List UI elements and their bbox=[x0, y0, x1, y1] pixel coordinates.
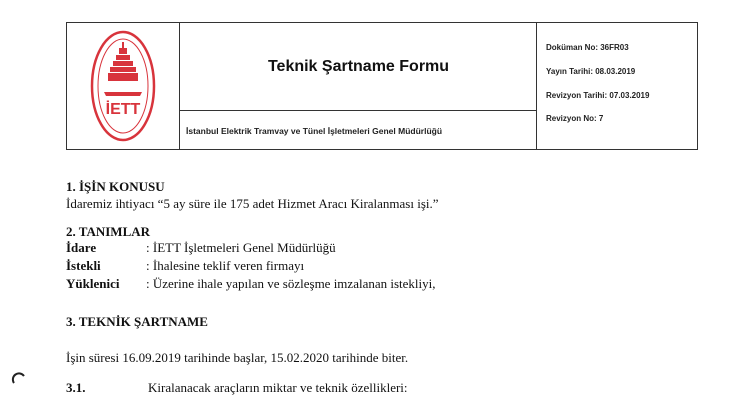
section3-heading: 3. TEKNİK ŞARTNAME bbox=[66, 314, 208, 329]
subsection-text: Kiralanacak araçların miktar ve teknik özellikleri: bbox=[148, 380, 408, 395]
iett-logo bbox=[90, 30, 156, 142]
definition-term: İstekli bbox=[66, 258, 101, 273]
revision-date: Revizyon Tarihi: 07.03.2019 bbox=[546, 91, 650, 100]
definition-row bbox=[66, 258, 304, 274]
definition-desc: : İETT İşletmeleri Genel Müdürlüğü bbox=[146, 240, 336, 255]
header-divider-right bbox=[536, 23, 537, 149]
definition-term: Yüklenici bbox=[66, 276, 120, 291]
definition-row bbox=[66, 276, 436, 292]
definition-row bbox=[66, 240, 336, 256]
definition-desc: : Üzerine ihale yapılan ve sözleşme imzalanan istekliyi, bbox=[146, 276, 436, 291]
section1-text: İdaremiz ihtiyacı “5 ay süre ile 175 adet Hizmet Aracı Kiralanması işi.” bbox=[66, 196, 439, 211]
form-title: Teknik Şartname Formu bbox=[267, 58, 450, 75]
definition-term: İdare bbox=[66, 240, 97, 255]
revision-number: Revizyon No: 7 bbox=[546, 114, 604, 123]
section3-text: İşin süresi 16.09.2019 tarihinde başlar, 15.02.2020 tarihinde biter. bbox=[66, 350, 409, 365]
organization-name: İstanbul Elektrik Tramvay ve Tünel İşletmeleri Genel Müdürlüğü bbox=[186, 126, 443, 136]
document-number: Doküman No: 36FR03 bbox=[546, 43, 629, 52]
section2-heading: 2. TANIMLAR bbox=[66, 224, 151, 239]
subsection-number: 3.1. bbox=[66, 380, 86, 395]
definition-desc: : İhalesine teklif veren firmayı bbox=[146, 258, 305, 273]
publish-date: Yayın Tarihi: 08.03.2019 bbox=[546, 67, 636, 76]
page-edge-circle-icon bbox=[11, 371, 27, 387]
header-divider-middle bbox=[179, 110, 536, 111]
header-divider-left bbox=[179, 23, 180, 149]
logo-lettering: İETT bbox=[105, 101, 141, 118]
section1-heading: 1. İŞİN KONUSU bbox=[66, 179, 165, 194]
